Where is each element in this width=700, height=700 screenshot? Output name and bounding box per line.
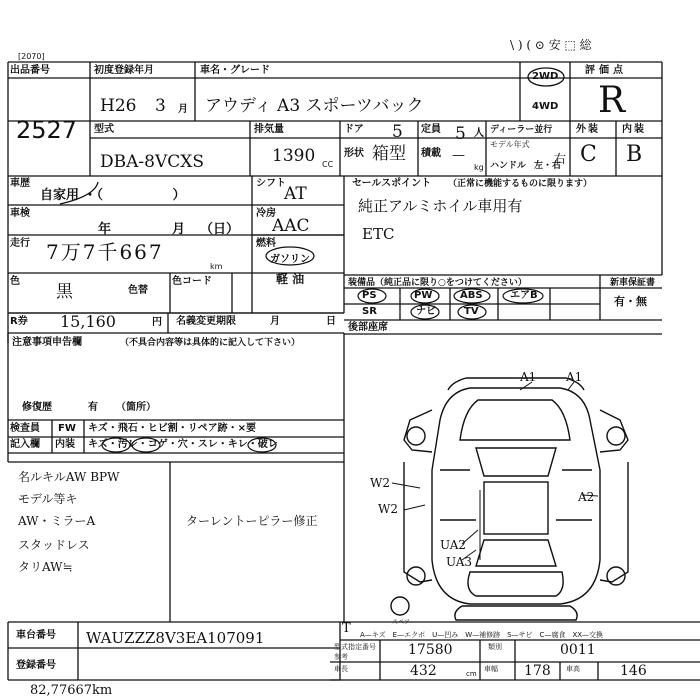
color-repaint-label: 色替 — [128, 285, 148, 296]
interior-value: B — [626, 142, 643, 167]
displacement-label: 排気量 — [254, 124, 284, 135]
fuel-gasoline: ガソリン — [270, 254, 310, 265]
height-label: 車高 — [566, 665, 580, 673]
inspection-year: 年 — [98, 222, 112, 237]
repair-location: （箇所） — [116, 402, 156, 413]
car-name-label: 車名・グレード — [200, 65, 270, 76]
equip-tv: TV — [464, 306, 479, 317]
recycle-value: 15,160 — [60, 312, 116, 331]
sales-points-note: （正常に機能するものに限ります） — [448, 179, 593, 189]
model-year-label: モデル年式 — [490, 140, 530, 149]
repair-value: 有 — [88, 402, 98, 413]
equipment-title: 装備品（純正品に限り○をつけてください） — [348, 278, 527, 288]
diagram-label-a1-left: A1 — [520, 370, 537, 384]
inspection-label: 車検 — [10, 208, 30, 219]
grade-label: 評価点 — [585, 65, 627, 76]
history-value: 自家用 ・（ ） — [40, 188, 186, 203]
chassis-label: 車台番号 — [16, 630, 56, 641]
model-designation-ref: 参考 — [334, 653, 348, 661]
model-designation-label: 型式指定番号 — [334, 643, 376, 651]
model-designation-value: 17580 — [408, 642, 453, 658]
expiry-month: 月 — [270, 316, 280, 327]
equip-sr: SR — [362, 306, 377, 317]
grade-value: R — [598, 80, 626, 121]
color-label: 色 — [10, 276, 20, 287]
equip-airbag: エアB — [510, 290, 538, 301]
equip-ps: PS — [362, 290, 377, 301]
diagram-label-a2: A2 — [578, 490, 595, 504]
length-label: 車長 — [334, 665, 348, 673]
load-label: 積載 — [421, 148, 441, 159]
capacity-unit: 人 — [474, 128, 484, 139]
warranty-label: 新車保証書 — [610, 278, 656, 288]
inspector-interior: 内装 — [55, 439, 75, 450]
model-value: DBA-8VCXS — [100, 152, 204, 172]
length-unit: cm — [466, 670, 477, 678]
car-name-value: アウディ A3 スポーツバック — [205, 96, 424, 116]
corner-marks: \ ) ( ⊙ 安 ⬚ 総 — [510, 38, 592, 52]
notes-label: 注意事項申告欄 — [12, 337, 82, 348]
entry-label: 記入欄 — [10, 439, 40, 450]
height-value: 146 — [620, 663, 647, 679]
sales-point-1: 純正アルミホイル車用有 — [358, 197, 523, 215]
form-code: [2070] — [18, 52, 45, 61]
inspector-label: 検査員 — [10, 423, 40, 434]
history-label: 車歴 — [10, 178, 30, 189]
aircon-value: AAC — [272, 216, 310, 236]
recycle-unit: 円 — [152, 317, 162, 328]
equip-pw: PW — [414, 290, 433, 301]
rear-seat-label: 後部座席 — [348, 322, 388, 333]
shift-value: AT — [284, 184, 307, 204]
displacement-unit: CC — [322, 160, 334, 169]
note-line-1: 名ルキルAW BPW — [18, 470, 120, 484]
shift-label: シフト — [256, 178, 286, 189]
color-code-label: 色コード — [172, 276, 212, 287]
entry-number-value: 2527 — [16, 116, 78, 144]
first-registration-month: 3 — [155, 96, 166, 116]
exterior-label: 外装 — [576, 124, 600, 135]
load-unit: kg — [474, 163, 484, 172]
width-label: 車幅 — [484, 665, 498, 673]
note-line-5: タリAW≒ — [18, 560, 73, 574]
expiry-day: 日 — [326, 316, 336, 327]
capacity-label: 定員 — [421, 124, 441, 135]
handle-selected: 右 — [554, 152, 567, 166]
body-type-value: 箱型 — [372, 144, 406, 164]
inspector-interior-items: キズ・汚レ・コゲ・穴・スレ・キレ・破レ — [88, 439, 278, 450]
legend-text: A—キズ E—エクボ U—凹み W—補修跡 S—サビ C—腐食 XX—交換 — [360, 631, 604, 639]
note-line-2: モデル等キ — [18, 492, 78, 506]
handle-options: 左・右 — [534, 161, 562, 171]
equip-abs: ABS — [460, 290, 483, 301]
diagram-label-w2-upper: W2 — [370, 476, 390, 490]
model-label: 型式 — [94, 124, 114, 135]
load-value: — — [452, 148, 465, 163]
category-label: 類別 — [488, 643, 502, 651]
sales-points-title: セールスポイント — [352, 178, 432, 189]
notes-hint: （不具合内容等は具体的に記入して下さい） — [120, 338, 301, 348]
interior-label: 内装 — [622, 124, 646, 135]
spare-label: スペア — [392, 619, 411, 626]
inspector-fw-items: キズ・飛石・ヒビ割・リペア跡・×要 — [88, 423, 256, 434]
displacement-value: 1390 — [272, 146, 316, 166]
inspection-day: （日） — [200, 222, 240, 237]
side-note: ターレントーピラー修正 — [186, 514, 318, 528]
mileage-value: 7万7千667 — [46, 240, 164, 264]
inspection-month: 月 — [172, 222, 186, 237]
drive-2wd: 2WD — [532, 71, 559, 82]
registration-label: 登録番号 — [16, 660, 56, 671]
length-value: 432 — [410, 663, 437, 679]
note-line-3: AW・ミラーA — [18, 514, 96, 528]
legend-mark: T — [342, 621, 351, 636]
capacity-value: 5 — [455, 124, 466, 144]
doors-value: 5 — [392, 122, 403, 142]
note-line-4: スタッドレス — [18, 538, 90, 552]
diagram-label-ua3: UA3 — [446, 555, 473, 569]
chassis-value: WAUZZZ8V3EA107091 — [86, 629, 265, 647]
first-registration-month-unit: 月 — [178, 104, 188, 115]
aircon-label: 冷房 — [256, 208, 276, 219]
inspector-fw: FW — [58, 423, 76, 434]
handle-label: ハンドル — [490, 161, 527, 171]
sales-point-2: ETC — [362, 225, 395, 243]
color-value: 黒 — [56, 282, 73, 302]
category-value: 0011 — [560, 642, 596, 658]
mileage-unit: km — [210, 262, 223, 271]
drive-4wd: 4WD — [532, 101, 559, 112]
fuel-label: 燃料 — [256, 238, 276, 249]
first-registration-era: H26 — [100, 96, 137, 116]
doors-label: ドア — [344, 124, 364, 135]
entry-number-label: 出品番号 — [10, 65, 50, 76]
mileage-label: 走行 — [10, 238, 30, 249]
repair-label: 修復歴 — [22, 402, 52, 413]
diagram-label-w2-lower: W2 — [378, 502, 398, 516]
expiry-label: 名義変更期限 — [176, 316, 236, 327]
exterior-value: C — [580, 142, 597, 167]
warranty-value: 有・無 — [614, 295, 647, 308]
footer-mileage: 82,77667km — [30, 683, 113, 698]
dealer-label: ディーラー並行 — [490, 125, 553, 135]
diagram-label-a1-right: A1 — [566, 370, 583, 384]
width-value: 178 — [524, 663, 551, 679]
body-type-label: 形状 — [344, 148, 364, 159]
fuel-diesel: 軽 油 — [276, 272, 305, 286]
equip-navi: ナビ — [416, 306, 436, 317]
diagram-label-ua2: UA2 — [440, 538, 467, 552]
recycle-label: R券 — [10, 316, 28, 327]
first-registration-label: 初度登録年月 — [94, 65, 154, 76]
